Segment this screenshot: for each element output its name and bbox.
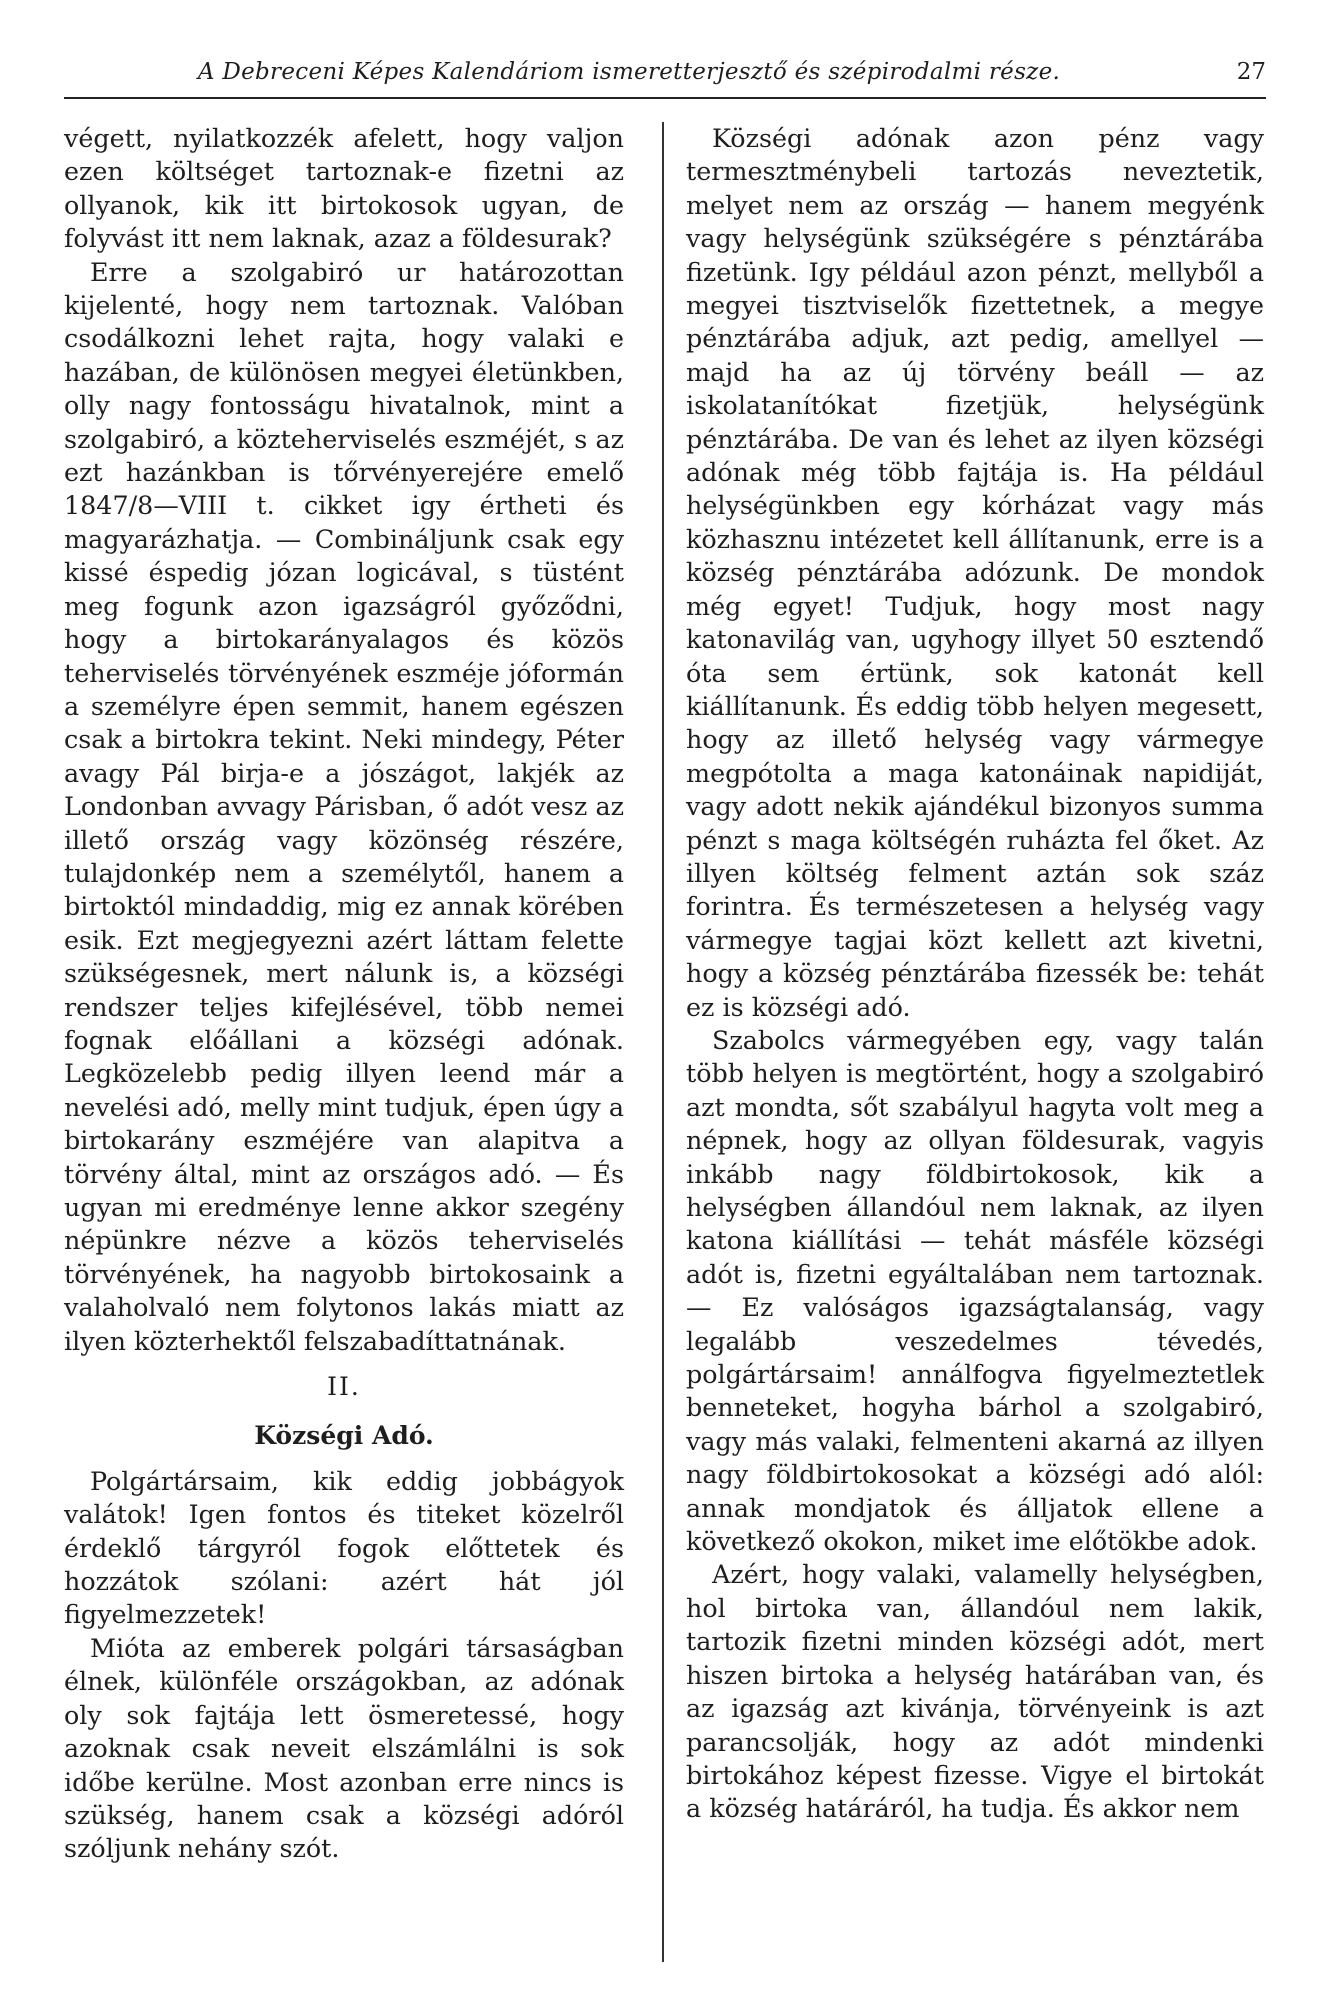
paragraph: Községi adónak azon pénz vagy termesztménybeli tartozás neveztetik, melyet nem az ország — hanem megyénk vagy helységünk szükségére s pénztárába fizetünk. Igy például azon pénzt, mellyből a megyei tisztviselők fizettetnek, a megye pénztárába adjuk, azt pedig, amellyel — majd ha az új törvény beáll — az iskolatanítókat fizetjük, helységünk pénztárába. De van és lehet az ilyen községi adónak még több fajtája is. Ha például helységünkben egy kórházat vagy más közhasznu intézetet kell állítanunk, erre is a község pénztárába adózunk. De mondok még egyet! Tudjuk, hogy most nagy katonavilág van, ugyhogy illyet 50 esztendő óta sem értünk, sok katonát kell kiállítanunk. És eddig több helyen megesett, hogy az illető helység vagy vármegye megpótolta a maga katonáinak napidiját, vagy adott nekik ajándékul bizonyos summa pénzt s maga költségén ruházta fel őket. Az illyen költség felment aztán sok száz forintra. És természetesen a helység vagy vármegye tagjai közt kellett azt kivetni, hogy a község pénztárába fizessék be: tehát ez is községi adó. xyxy=(686,123,1264,1022)
section-title: Községi Adó. xyxy=(254,1421,434,1451)
right-column xyxy=(686,122,1264,1826)
paragraph: végett, nyilatkozzék afelett, hogy valjon ezen költséget tartoznak-e fizetni az ollyanok, kik itt birtokosok ugyan, de folyvást itt nem laknak, azaz a földesurak? xyxy=(64,123,624,254)
left-column xyxy=(64,122,624,1866)
paragraph: Erre a szolgabiró ur határozottan kijelenté, hogy nem tartoznak. Valóban csodálkozni lehet rajta, hogy valaki e hazában, de különösen megyei életünkben, olly nagy fontosságu hivatalnok, mint a szolgabiró, a közteherviselés eszméjét, s az ezt hazánkban is tőrvényerejére emelő 1847/8—VIII t. cikket igy értheti és magyarázhatja. — Combináljunk csak egy kissé éspedig józan logicával, s tüstént meg fogunk azon igazságról győződni, hogy a birtokarányalagos és közös teherviselés törvényének eszméje jóformán a személyre épen semmit, hanem egészen csak a birtokra tekint. Neki mindegy, Péter avagy Pál birja-e a jószágot, lakjék az Londonban avvagy Párisban, ő adót vesz az illető ország vagy közönség részére, tulajdonkép nem a személytől, hanem a birtoktól mindaddig, mig ez annak körében esik. Ezt megjegyezni azért láttam felette szükségesnek, mert nálunk is, a községi rendszer teljes kifejlésével, több nemei fognak előállani a községi adónak. Legközelebb pedig illyen leend már a nevelési adó, melly mint tudjuk, épen úgy a birtokarány eszméjére van alapitva a törvény által, mint az országos adó. — És ugyan mi eredménye lenne akkor szegény népünkre nézve a közös teherviselés törvényének, ha nagyobb birtokosaink a valaholvaló nem folytonos lakás miatt az ilyen közterhektől felszabadíttatnának. xyxy=(64,256,624,1356)
section-number: II. xyxy=(327,1372,361,1402)
running-title: A Debreceni Képes Kalendáriom ismeretterjesztő és szépirodalmi része. xyxy=(197,59,1061,85)
page-header xyxy=(64,55,1266,99)
column-divider xyxy=(662,122,664,1962)
paragraph: Szabolcs vármegyében egy, vagy talán több helyen is megtörtént, hogy a szolgabiró azt mondta, sőt szabályul hagyta volt meg a népnek, hogy az ollyan földesurak, vagyis inkább nagy földbirtokosok, kik a helységben állandóul nem laknak, az ilyen katona kiállítási — tehát másféle községi adót is, fizetni egyáltalában nem tartoznak. — Ez valóságos igazságtalanság, vagy legalább veszedelmes tévedés, polgártársaim! annálfogva figyelmeztetlek benneteket, hogyha bárhol a szolgabiró, vagy más valaki, felmenteni akarná az illyen nagy földbirtokosokat a községi adó alól: annak mondjatok és álljatok ellene a következő okokon, miket ime előtökbe adok. xyxy=(686,1024,1264,1557)
paragraph: Mióta az emberek polgári társaságban élnek, különféle országokban, az adónak oly sok fajtája lett ösmeretessé, hogy azoknak csak neveit elszámlálni is sok időbe kerülne. Most azonban erre nincs is szükség, hanem csak a községi adóról szóljunk nehány szót. xyxy=(64,1632,624,1864)
page-number: 27 xyxy=(1236,59,1266,85)
paragraph: Polgártársaim, kik eddig jobbágyok valátok! Igen fontos és titeket közelről érdeklő tárgyról fogok előttetek és hozzátok szólani: azért hát jól figyelmezzetek! xyxy=(64,1465,624,1630)
paragraph: Azért, hogy valaki, valamelly helységben, hol birtoka van, állandóul nem lakik, tartozik fizetni minden községi adót, mert hiszen birtoka a helység határában van, és az igazság azt kivánja, törvényeink is azt parancsolják, hogy az adót mindenki birtokához képest fizesse. Vigye el birtokát a község határáról, ha tudja. És akkor nem xyxy=(686,1559,1264,1824)
